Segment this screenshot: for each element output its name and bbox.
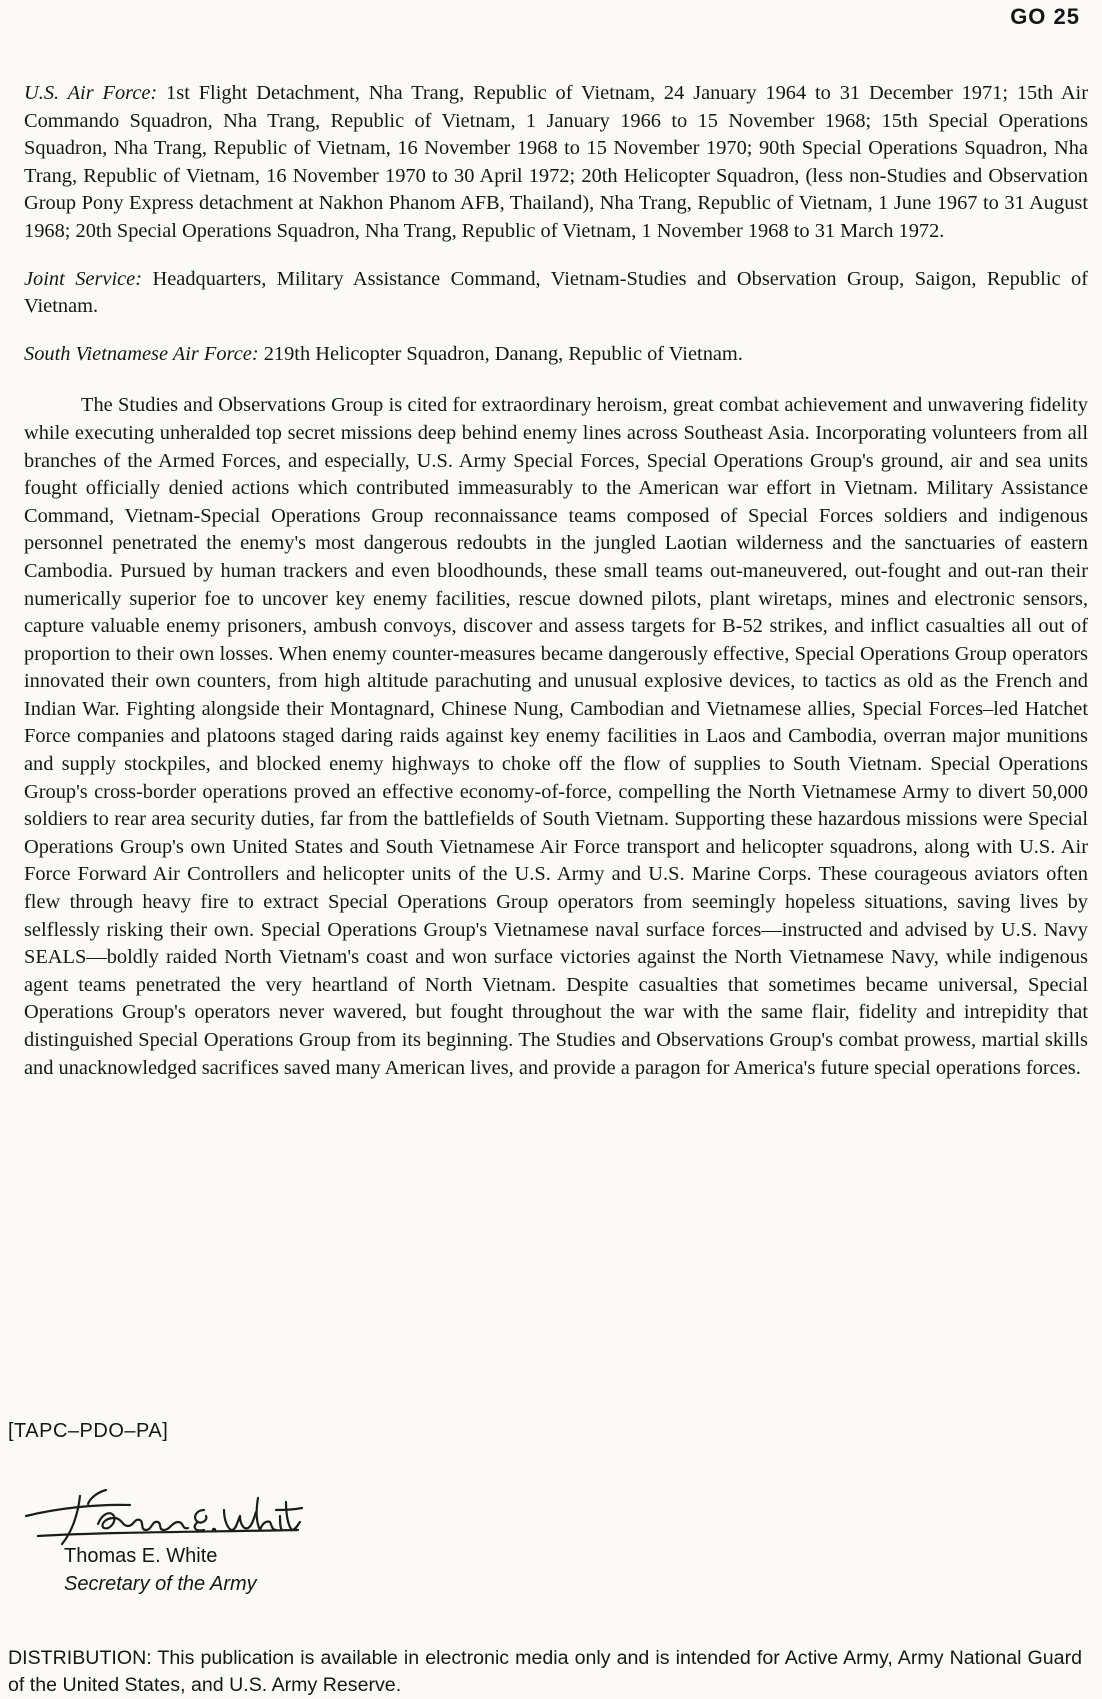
joint-service-text: Headquarters, Military Assistance Command, Vietnam-Studies and Observation Group, Saigon, Republic of Vietnam. xyxy=(24,267,1088,318)
south-vietnamese-air-force-text: 219th Helicopter Squadron, Danang, Republic of Vietnam. xyxy=(258,342,743,365)
air-force-units-paragraph xyxy=(24,80,1088,246)
signer-title: Secretary of the Army xyxy=(64,1573,257,1595)
document-body xyxy=(24,80,1088,1102)
signer-name: Thomas E. White xyxy=(64,1545,218,1567)
south-vietnamese-air-force-label: South Vietnamese Air Force: xyxy=(24,342,259,365)
joint-service-paragraph xyxy=(24,266,1088,321)
office-code: [TAPC–PDO–PA] xyxy=(8,1420,169,1442)
distribution-statement: DISTRIBUTION: This publication is available in electronic media only and is intended for Active Army, Army National Guard of the United States, and U.S. Army Reserve. xyxy=(8,1646,1082,1696)
air-force-label: U.S. Air Force: xyxy=(24,82,158,104)
document-code: GO 25 xyxy=(1010,4,1080,29)
handwritten-signature xyxy=(18,1474,308,1554)
citation-paragraph: The Studies and Observations Group is cited for extraordinary heroism, great combat achievement and unwavering fidelity while executing unheralded top secret missions deep behind enemy lines across Southeast Asia. Incorporating volunteers from all branches of the Armed Forces, and especially, U.S. Army Special Forces, Special Operations Group's ground, air and sea units fought officially denied actions which contributed immeasurably to the American war effort in Vietnam. Military Assistance Command, Vietnam-Special Operations Group reconnaissance teams composed of Special Forces soldiers and indigenous personnel penetrated the enemy's most dangerous redoubts in the jungled Laotian wilderness and the sanctuaries of eastern Cambodia. Pursued by human trackers and even bloodhounds, these small teams out-maneuvered, out-fought and out-ran their numerically superior foe to uncover key enemy facilities, rescue downed pilots, plant wiretaps, mines and electronic sensors, capture valuable enemy prisoners, ambush convoys, discover and assess targets for B-52 strikes, and inflict casualties all out of proportion to their own losses. When enemy counter-measures became dangerously effective, Special Operations Group operators innovated their own counters, from high altitude parachuting and unusual explosive devices, to tactics as old as the French and Indian War. Fighting alongside their Montagnard, Chinese Nung, Cambodian and Vietnamese allies, Special Forces–led Hatchet Force companies and platoons staged daring raids against key enemy facilities in Laos and Cambodia, overran major munitions and supply stockpiles, and blocked enemy highways to choke off the flow of supplies to South Vietnam. Special Operations Group's cross-border operations proved an effective economy-of-force, compelling the North Vietnamese Army to divert 50,000 soldiers to rear area security duties, far from the battlefields of South Vietnam. Supporting these hazardous missions were Special Operations Group's own United States and South Vietnamese Air Force transport and helicopter squadrons, along with U.S. Air Force Forward Air Controllers and helicopter units of the U.S. Army and U.S. Marine Corps. These courageous aviators often flew through heavy fire to extract Special Operations Group operators from seemingly hopeless situations, saving lives by selflessly risking their own. Special Operations Group's Vietnamese naval surface forces—instructed and advised by U.S. Navy SEALS—boldly raided North Vietnam's coast and won surface victories against the North Vietnamese Navy, while indigenous agent teams penetrated the very heartland of North Vietnam. Despite casualties that sometimes became universal, Special Operations Group's operators never wavered, but fought throughout the war with the same flair, fidelity and intrepidity that distinguished Special Operations Group from its beginning. The Studies and Observations Group's combat prowess, martial skills and unacknowledged sacrifices saved many American lives, and provide a paragon for America's future special operations forces. xyxy=(24,394,1088,1079)
air-force-units-text: 1st Flight Detachment, Nha Trang, Republic of Vietnam, 24 January 1964 to 31 December 1971; 15th Air Commando Squadron, Nha Trang, Republic of Vietnam, 1 January 1966 to 15 November 1968; 15th Special Operations Squadron, Nha Trang, Republic of Vietnam, 16 November 1968 to 15 November 1970; 90th Special Operations Squadron, Nha Trang, Republic of Vietnam, 16 November 1970 to 30 April 1972; 20th Helicopter Squadron, (less non-Studies and Observation Group Pony Express detachment at Nakhon Phanom AFB, Thailand), Nha Trang, Republic of Vietnam, 1 June 1967 to 31 August 1968; 20th Special Operations Squadron, Nha Trang, Republic of Vietnam, 1 November 1968 to 31 March 1972. xyxy=(24,82,1089,242)
joint-service-label: Joint Service: xyxy=(24,267,143,290)
south-vietnamese-air-force-paragraph xyxy=(24,341,1088,369)
